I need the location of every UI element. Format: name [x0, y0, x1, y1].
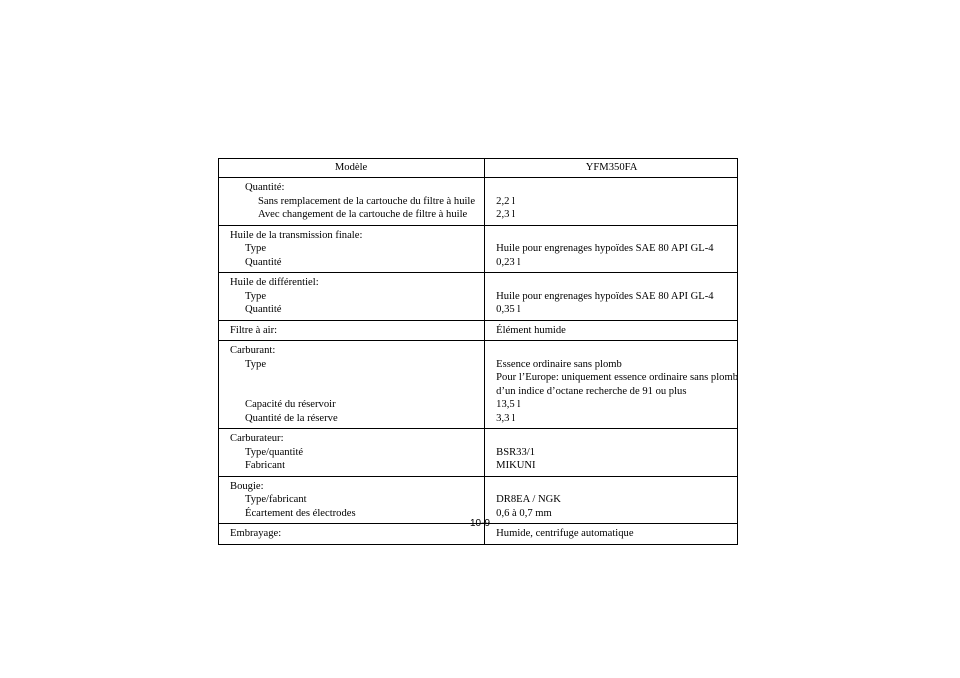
spec-label: Quantité: [245, 256, 282, 268]
spec-label: Quantité: [245, 304, 282, 315]
spec-label: Sans remplacement de la cartouche du filtre à huile: [258, 195, 476, 207]
spec-label: Huile de différentiel:: [230, 277, 319, 288]
spec-label: Type: [245, 243, 267, 254]
table-row: [218, 412, 738, 426]
spec-label: Type/fabricant: [245, 494, 307, 505]
spec-label: Filtre à air:: [230, 324, 278, 336]
table-row: [218, 256, 738, 270]
table-row: [218, 385, 738, 399]
spec-label: Embrayage:: [230, 528, 282, 539]
spec-value: [485, 432, 738, 446]
spec-value: BSR33/1: [485, 446, 738, 460]
spec-value: [485, 480, 738, 494]
spec-label: Type/quantité: [245, 446, 304, 458]
spec-value: d’un indice d’octane recherche de 91 ou plus: [485, 385, 738, 399]
table-row: [218, 324, 738, 338]
spec-label: Avec changement de la cartouche de filtre à huile: [258, 209, 468, 220]
table-row: [218, 446, 738, 460]
spec-value: MIKUNI: [485, 459, 738, 473]
spec-table: [218, 158, 738, 545]
spec-label: Carburant:: [230, 345, 276, 356]
spec-value: Huile pour engrenages hypoïdes SAE 80 API GL-4: [485, 242, 738, 256]
spec-value: 2,2 l: [485, 195, 738, 209]
header-model-label: Modèle: [218, 158, 485, 178]
spec-value: Pour l’Europe: uniquement essence ordinaire sans plomb: [485, 371, 738, 385]
page-number: 10-9: [469, 518, 490, 529]
spec-value: Humide, centrifuge automatique: [485, 527, 738, 541]
table-row: [218, 229, 738, 243]
spec-value: [485, 229, 738, 243]
spec-label: Type: [245, 290, 267, 302]
spec-value: Essence ordinaire sans plomb: [485, 358, 738, 372]
table-row: [218, 181, 738, 195]
table-row: [218, 480, 738, 494]
group-separator: [218, 541, 738, 545]
table-row: [218, 358, 738, 372]
spec-value: [485, 276, 738, 290]
spec-label: Fabricant: [245, 460, 286, 471]
table-row: [218, 303, 738, 317]
spec-value: Élément humide: [485, 324, 738, 338]
spec-label: Carburateur:: [230, 433, 284, 444]
table-row: [218, 242, 738, 256]
spec-label: Quantité:: [245, 182, 285, 193]
table-row: [218, 432, 738, 446]
table-row: [218, 371, 738, 385]
spec-label: Huile de la transmission finale:: [230, 229, 363, 241]
spec-value: 3,3 l: [485, 412, 738, 426]
table-row: [218, 290, 738, 304]
table-row: [218, 344, 738, 358]
spec-value: 0,6 à 0,7 mm: [485, 507, 738, 521]
table-row: [218, 527, 738, 541]
spec-label: Écartement des électrodes: [245, 507, 356, 519]
table-row: [218, 459, 738, 473]
spec-label: [218, 385, 485, 399]
header-model-value: YFM350FA: [485, 158, 738, 178]
spec-value: [485, 181, 738, 195]
spec-label: Capacité du réservoir: [245, 399, 336, 410]
spec-label: [218, 371, 485, 385]
spec-table-body: [218, 158, 738, 544]
table-row: [218, 195, 738, 209]
spec-value: 0,23 l: [485, 256, 738, 270]
table-row: [218, 208, 738, 222]
spec-value: 13,5 l: [485, 398, 738, 412]
spec-label: Type: [245, 358, 267, 370]
spec-label: Bougie:: [230, 480, 264, 492]
spec-value: 2,3 l: [485, 208, 738, 222]
spec-label: Quantité de la réserve: [245, 412, 338, 424]
table-row: [218, 493, 738, 507]
spec-value: [485, 344, 738, 358]
table-row: [218, 398, 738, 412]
spec-value: Huile pour engrenages hypoïdes SAE 80 API GL-4: [485, 290, 738, 304]
table-row: [218, 276, 738, 290]
spec-value: DR8EA / NGK: [485, 493, 738, 507]
table-header-row: [218, 158, 738, 178]
spec-value: 0,35 l: [485, 303, 738, 317]
